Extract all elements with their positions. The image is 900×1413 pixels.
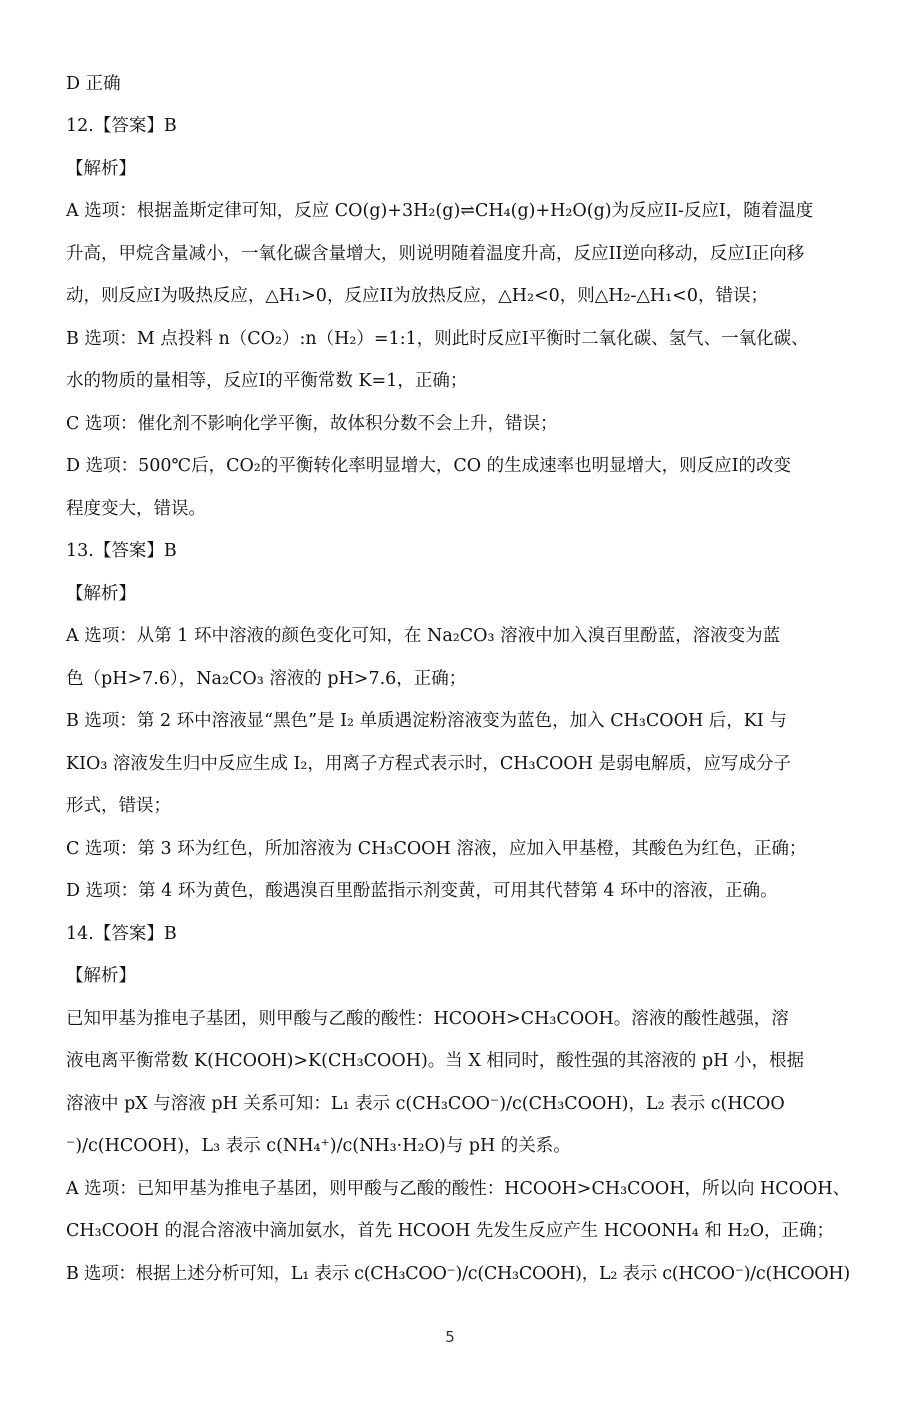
text-line: A 选项：从第 1 环中溶液的颜色变化可知，在 Na₂CO₃ 溶液中加入溴百里酚蓝，溶液变为蓝 [66, 626, 781, 646]
text-line: A 选项：根据盖斯定律可知，反应 CO(g)+3H₂(g)⇌CH₄(g)+H₂O(g)为反应II-反应I，随着温度 [66, 201, 814, 221]
text-line: 升高，甲烷含量减小，一氧化碳含量增大，则说明随着温度升高，反应II逆向移动，反应I正向移 [66, 244, 805, 264]
text-line: CH₃COOH 的混合溶液中滴加氨水，首先 HCOOH 先发生反应产生 HCOONH₄ 和 H₂O，正确； [66, 1221, 835, 1241]
text-line: 溶液中 pX 与溶液 pH 关系可知：L₁ 表示 c(CH₃COO⁻)/c(CH₃COOH)，L₂ 表示 c(HCOO [66, 1094, 785, 1114]
text-line: ⁻)/c(HCOOH)，L₃ 表示 c(NH₄⁺)/c(NH₃·H₂O)与 pH 的关系。 [66, 1136, 571, 1156]
text-line: 液电离平衡常数 K(HCOOH)>K(CH₃COOH)。当 X 相同时，酸性强的其溶液的 pH 小，根据 [66, 1051, 804, 1071]
analysis-heading: 【解析】 [66, 159, 136, 179]
answer-heading-13: 13.【答案】B [66, 541, 177, 561]
text-line: 形式，错误； [66, 796, 171, 816]
analysis-heading: 【解析】 [66, 584, 136, 604]
text-line: C 选项：催化剂不影响化学平衡，故体积分数不会上升，错误； [66, 414, 558, 434]
text-line: A 选项：已知甲基为推电子基团，则甲酸与乙酸的酸性：HCOOH>CH₃COOH，所以向 HCOOH、 [66, 1179, 851, 1199]
text-line: D 正确 [66, 74, 121, 94]
text-line: B 选项：M 点投料 n（CO₂）:n（H₂）=1:1，则此时反应I平衡时二氧化碳、氢气、一氧化碳、 [66, 329, 809, 349]
text-line: 水的物质的量相等，反应I的平衡常数 K=1，正确； [66, 371, 468, 391]
answer-heading-12: 12.【答案】B [66, 116, 177, 136]
text-line: D 选项：500℃后，CO₂的平衡转化率明显增大，CO 的生成速率也明显增大，则反应I的改变 [66, 456, 792, 476]
text-line: 已知甲基为推电子基团，则甲酸与乙酸的酸性：HCOOH>CH₃COOH。溶液的酸性越强，溶 [66, 1009, 789, 1029]
text-line: B 选项：第 2 环中溶液显“黑色”是 I₂ 单质遇淀粉溶液变为蓝色，加入 CH₃COOH 后，KI 与 [66, 711, 787, 731]
text-line: B 选项：根据上述分析可知，L₁ 表示 c(CH₃COO⁻)/c(CH₃COOH)，L₂ 表示 c(HCOO⁻)/c(HCOOH) [66, 1264, 850, 1284]
analysis-heading: 【解析】 [66, 966, 136, 986]
text-line: C 选项：第 3 环为红色，所加溶液为 CH₃COOH 溶液，应加入甲基橙，其酸色为红色，正确； [66, 839, 807, 859]
text-line: KIO₃ 溶液发生归中反应生成 I₂，用离子方程式表示时，CH₃COOH 是弱电解质，应写成分子 [66, 754, 791, 774]
text-line: 色（pH>7.6），Na₂CO₃ 溶液的 pH>7.6，正确； [66, 669, 467, 689]
answer-heading-14: 14.【答案】B [66, 924, 177, 944]
text-line: D 选项：第 4 环为黄色，酸遇溴百里酚蓝指示剂变黄，可用其代替第 4 环中的溶液，正确。 [66, 881, 778, 901]
text-line: 动，则反应I为吸热反应，△H₁>0，反应II为放热反应，△H₂<0，则△H₂-△H₁<0，错误； [66, 286, 768, 306]
page-number: 5 [445, 1328, 455, 1346]
text-line: 程度变大，错误。 [66, 499, 206, 519]
